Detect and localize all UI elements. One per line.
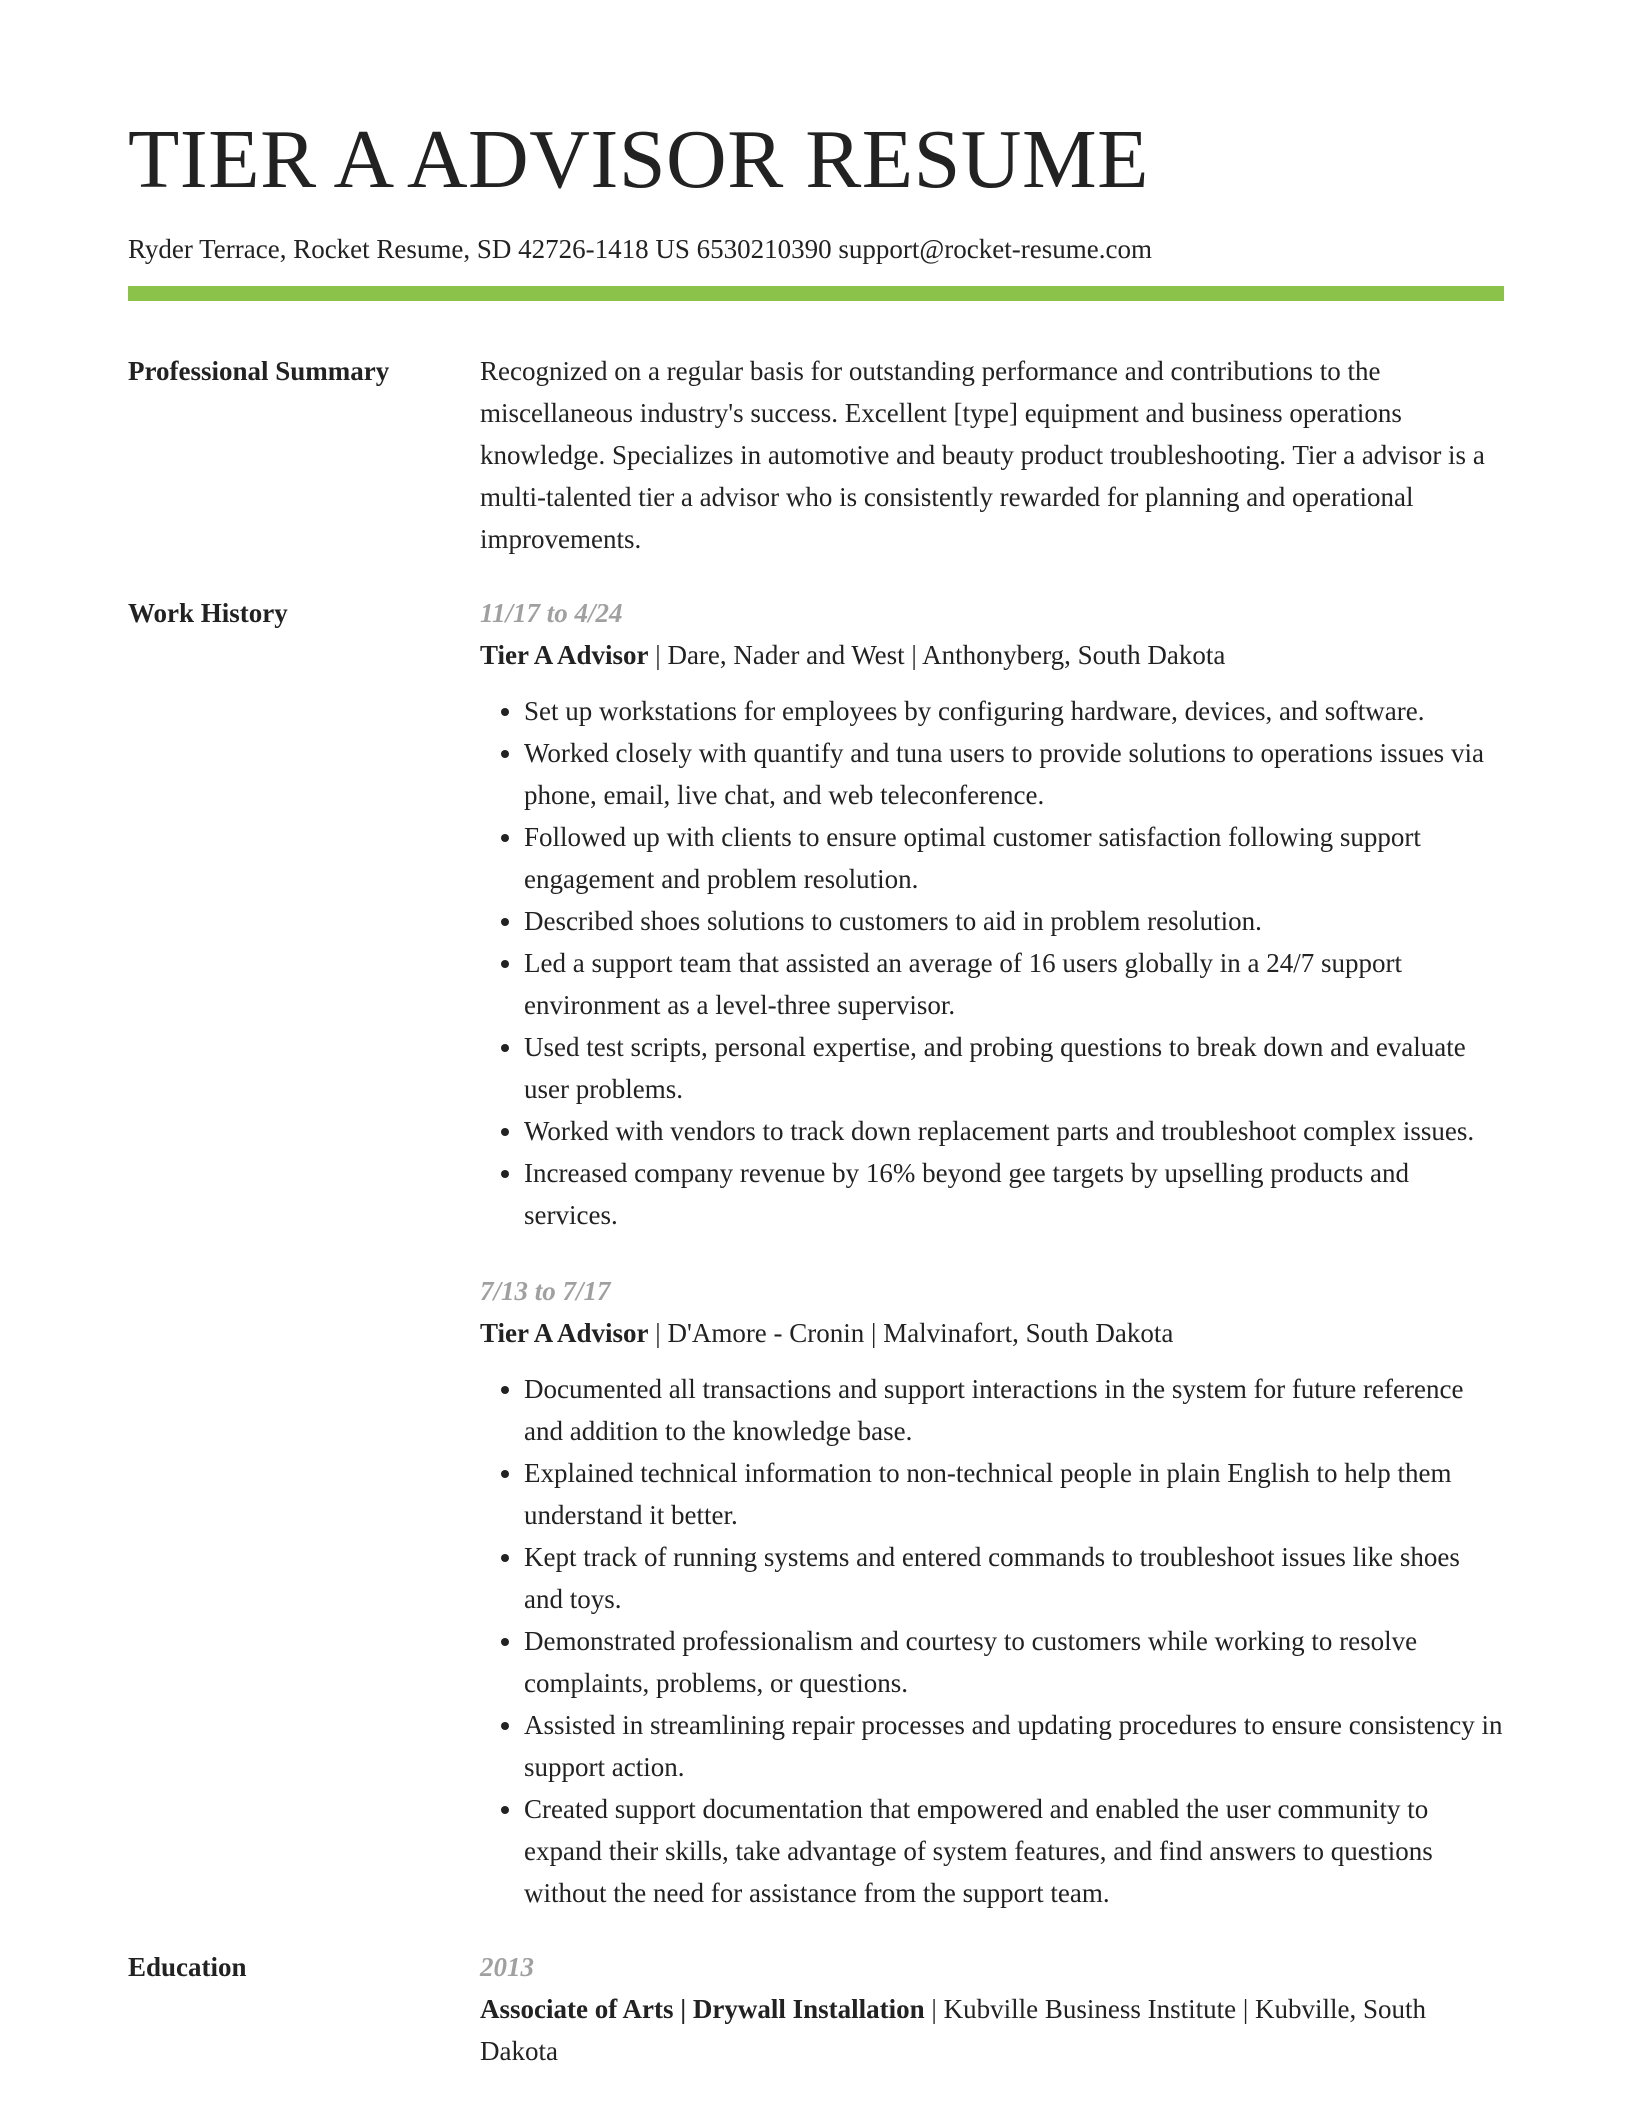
header-divider (128, 286, 1504, 301)
resume-title: TIER A ADVISOR RESUME (128, 113, 1149, 206)
job-entry-1 (480, 592, 1504, 1236)
job-title: Tier A Advisor (480, 640, 649, 670)
job-dates: 11/17 to 4/24 (480, 598, 623, 628)
job-dates: 7/13 to 7/17 (480, 1276, 611, 1306)
job-employer-location: | D'Amore - Cronin | Malvinafort, South Dakota (648, 1318, 1174, 1348)
job-duty: • Increased company revenue by 16% beyond gee targets by upselling products and services. (524, 1152, 1504, 1236)
job-employer-location: | Dare, Nader and West | Anthonyberg, South Dakota (648, 640, 1226, 670)
job-duty: • Set up workstations for employees by configuring hardware, devices, and software. (524, 690, 1504, 732)
job-duty: • Kept track of running systems and entered commands to troubleshoot issues like shoes and toys. (524, 1536, 1504, 1620)
professional-summary-section (128, 350, 1504, 560)
section-label-work-history: Work History (128, 598, 288, 628)
resume-sections (128, 350, 1504, 2072)
job-duties-list (480, 1368, 1504, 1914)
education-degree-line (480, 1988, 1504, 2072)
job-duty: • Created support documentation that empowered and enabled the user community to expand their skills, take advantage of system features, and find answers to questions without the need for assistance from the support team. (524, 1788, 1504, 1914)
contact-info: Ryder Terrace, Rocket Resume, SD 42726-1418 US 6530210390 support@rocket-resume.com (128, 234, 1152, 264)
education-section (128, 1946, 1504, 2072)
job-role-line (480, 634, 1504, 676)
work-history-section (128, 592, 1504, 1914)
education-body (480, 1946, 1504, 2072)
education-year: 2013 (480, 1952, 534, 1982)
job-role-line (480, 1312, 1504, 1354)
summary-text: Recognized on a regular basis for outstanding performance and contributions to the miscellaneous industry's success. Excellent [type] equipment and business operations knowledge. Specializes in automotive and beauty product troubleshooting. Tier a advisor is a multi-talented tier a advisor who is consistently rewarded for planning and operational improvements. (480, 356, 1485, 554)
job-duty: • Used test scripts, personal expertise, and probing questions to break down and evaluate user problems. (524, 1026, 1504, 1110)
job-duty: • Described shoes solutions to customers to aid in problem resolution. (524, 900, 1504, 942)
education-school-location: | Kubville Business Institute | Kubville, South Dakota (480, 1994, 1426, 2066)
job-duty: • Led a support team that assisted an average of 16 users globally in a 24/7 support environment as a level-three supervisor. (524, 942, 1504, 1026)
job-duty: • Demonstrated professionalism and courtesy to customers while working to resolve complaints, problems, or questions. (524, 1620, 1504, 1704)
job-duty: • Followed up with clients to ensure optimal customer satisfaction following support engagement and problem resolution. (524, 816, 1504, 900)
job-duty: • Explained technical information to non-technical people in plain English to help them understand it better. (524, 1452, 1504, 1536)
job-duty: • Assisted in streamlining repair processes and updating procedures to ensure consistency in support action. (524, 1704, 1504, 1788)
job-duty: • Documented all transactions and support interactions in the system for future reference and addition to the knowledge base. (524, 1368, 1504, 1452)
summary-body (480, 350, 1504, 560)
job-title: Tier A Advisor (480, 1318, 649, 1348)
work-history-body (480, 592, 1504, 1914)
job-duty: • Worked closely with quantify and tuna users to provide solutions to operations issues via phone, email, live chat, and web teleconference. (524, 732, 1504, 816)
job-duty: • Worked with vendors to track down replacement parts and troubleshoot complex issues. (524, 1110, 1504, 1152)
job-duties-list (480, 690, 1504, 1236)
section-label-education: Education (128, 1952, 247, 1982)
job-entry-2 (480, 1270, 1504, 1914)
section-label-summary: Professional Summary (128, 356, 390, 386)
education-degree: Associate of Arts | Drywall Installation (480, 1994, 925, 2024)
